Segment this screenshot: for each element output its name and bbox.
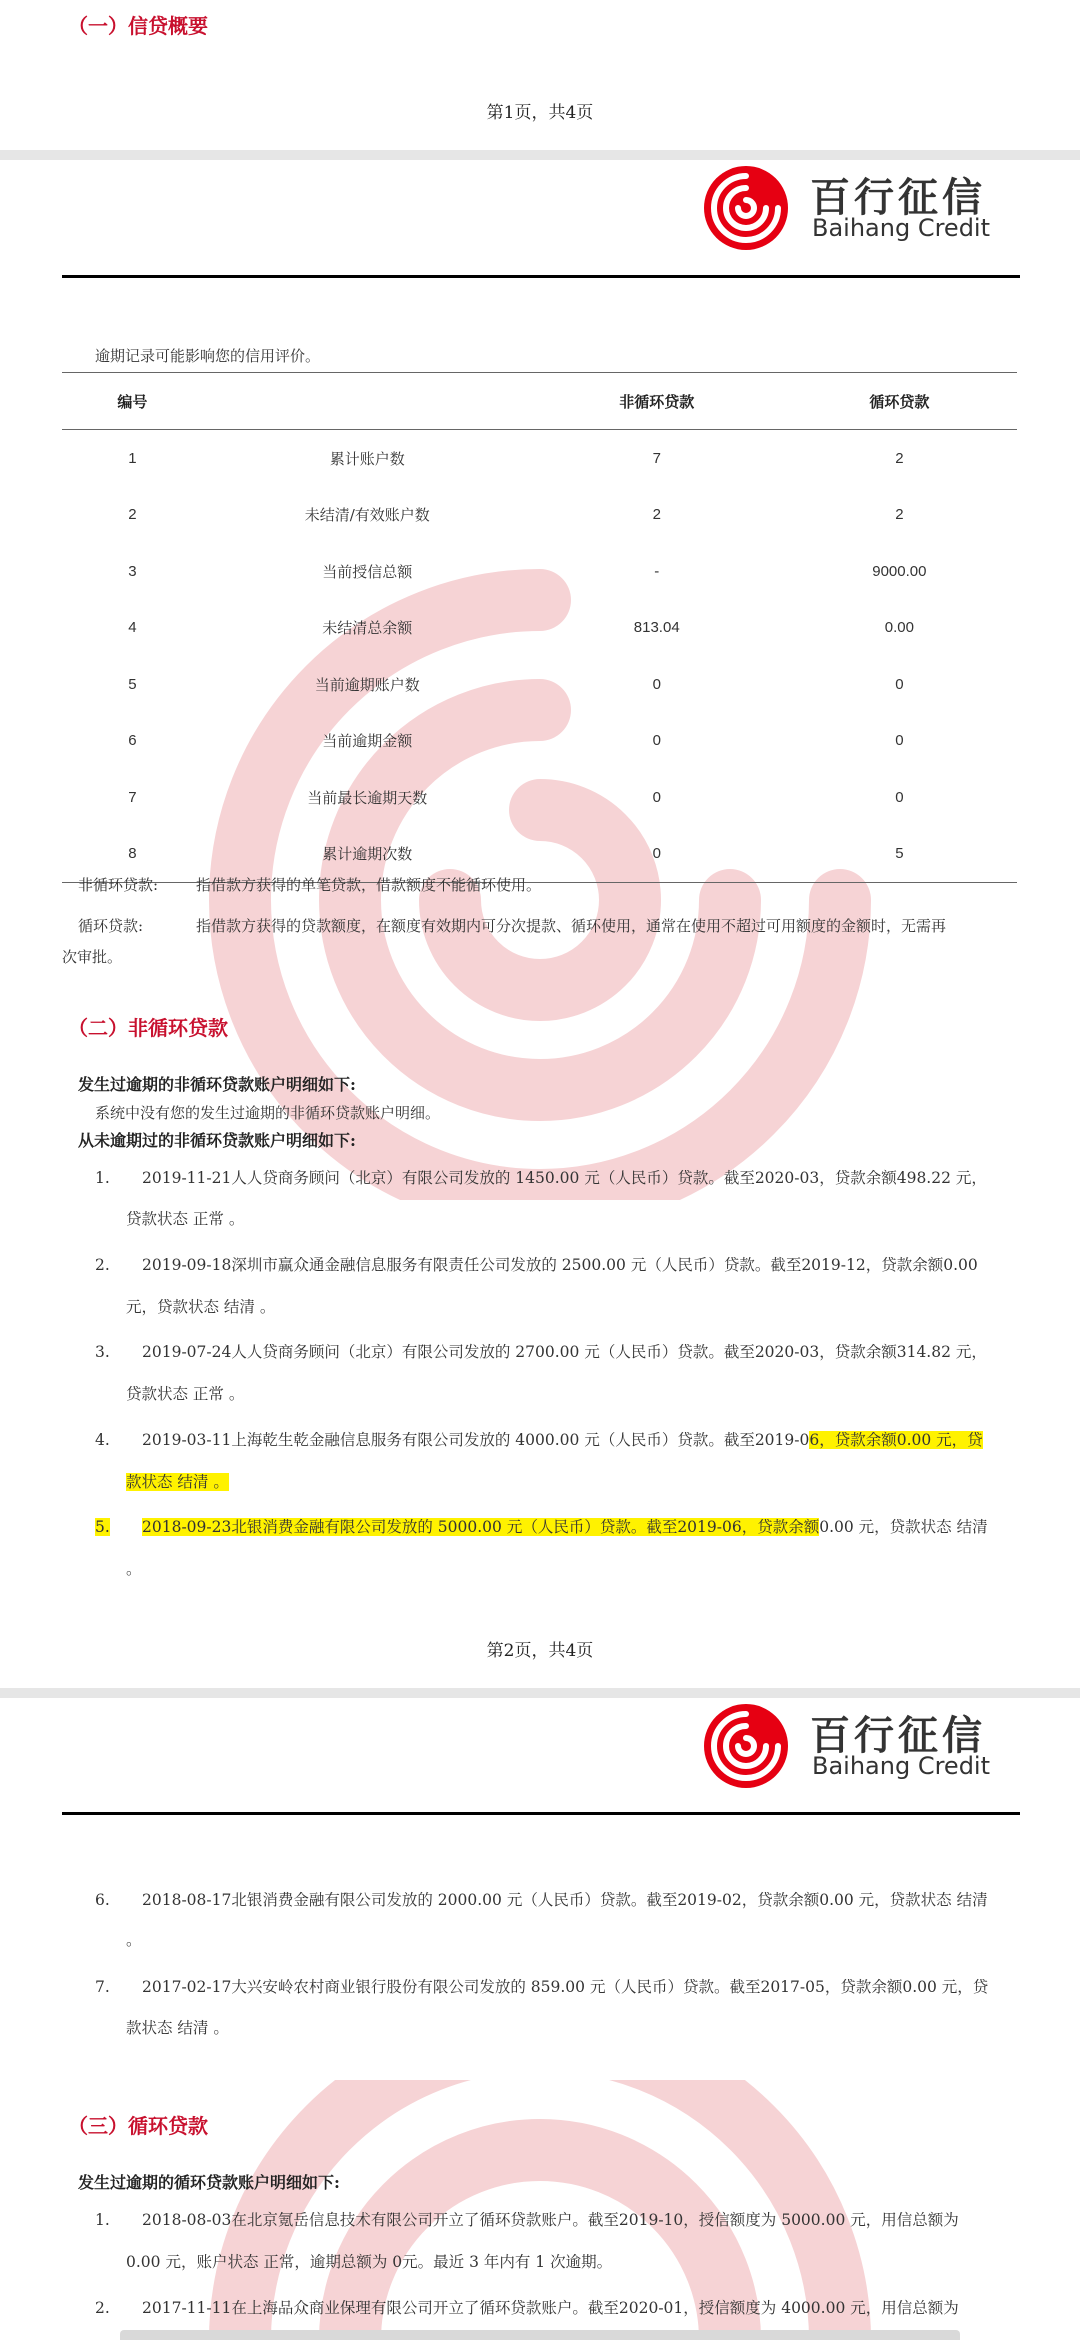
overdue-revolving-title: 发生过逾期的循环贷款账户明细如下: [78, 2173, 340, 2192]
table-row [62, 487, 1017, 544]
section-heading-credit-summary: （一）信贷概要 [68, 14, 208, 38]
col-header-no: 编号 [117, 392, 148, 411]
baihang-logo [700, 162, 990, 262]
row-revolving: 0 [895, 788, 904, 806]
row-revolving: 0 [895, 675, 904, 693]
list-item: 2018-08-17北银消费金融有限公司发放的 2000.00 元（人民币）贷款。截至2019-02，贷款余额0.00 元，贷款状态 结清 [142, 1891, 988, 1909]
row-revolving: 5 [895, 845, 904, 863]
intro-text: 逾期记录可能影响您的信用评价。 [95, 347, 321, 365]
row-revolving: 0.00 [884, 619, 914, 637]
list-item-number: 2. [95, 1256, 110, 1274]
row-label: 累计逾期次数 [322, 845, 413, 864]
highlighted-text: 款状态 结清 。 [126, 1473, 229, 1491]
row-revolving: 2 [895, 506, 904, 524]
list-item-number: 1. [95, 1169, 110, 1187]
overdue-nonrevolving-empty: 系统中没有您的发生过逾期的非循环贷款账户明细。 [95, 1104, 441, 1122]
section-heading-nonrevolving: （二）非循环贷款 [68, 1016, 228, 1040]
row-no: 7 [128, 788, 137, 806]
list-item [142, 1418, 983, 1462]
header-rule [62, 275, 1020, 278]
note-nonrevolving-term: 非循环贷款: [78, 876, 159, 894]
list-item-number: 2. [95, 2299, 110, 2317]
baihang-logo-icon [700, 162, 792, 254]
page-separator [0, 1688, 1080, 1698]
col-header-label [203, 373, 532, 430]
list-item-cont: 贷款状态 正常 。 [126, 1210, 245, 1228]
table-row [62, 713, 1017, 770]
row-no: 6 [128, 732, 137, 750]
list-item-number: 6. [95, 1891, 110, 1909]
row-label: 累计账户数 [329, 449, 405, 468]
row-label: 当前逾期金额 [322, 732, 413, 751]
table-row [62, 600, 1017, 657]
overdue-nonrevolving-title: 发生过逾期的非循环贷款账户明细如下: [78, 1075, 356, 1094]
row-nonrevolving: 7 [652, 449, 661, 467]
highlighted-text: 6，贷款余额0.00 元，贷 [809, 1431, 983, 1449]
table-row [62, 769, 1017, 826]
row-nonrevolving: 0 [652, 845, 661, 863]
list-item-cont: 贷款状态 正常 。 [126, 1385, 245, 1403]
note-revolving-term: 循环贷款: [78, 917, 144, 935]
list-item-cont: 元，贷款状态 结清 。 [126, 1298, 276, 1316]
row-no: 2 [128, 506, 137, 524]
row-label: 未结清总余额 [322, 619, 413, 638]
highlighted-text: 5. [95, 1518, 110, 1536]
row-revolving: 9000.00 [872, 562, 927, 580]
row-label: 当前最长逾期天数 [307, 788, 428, 807]
row-no: 5 [128, 675, 137, 693]
table-row [62, 430, 1017, 487]
list-item-number: 1. [95, 2211, 110, 2229]
row-nonrevolving: 0 [652, 788, 661, 806]
row-label: 未结清/有效账户数 [304, 506, 430, 525]
logo-text-cn: 百行征信 [810, 175, 986, 221]
list-item-number [95, 1505, 110, 1549]
list-item-cont [126, 1460, 229, 1504]
list-item: 2019-11-21人人贷商务顾问（北京）有限公司发放的 1450.00 元（人民币）贷款。截至2020-03，贷款余额498.22 元， [142, 1169, 987, 1187]
page-separator [0, 150, 1080, 160]
bottom-toolbar[interactable] [120, 2330, 960, 2340]
list-item [142, 1505, 988, 1549]
list-item-cont: 。 [126, 1560, 142, 1578]
row-label: 当前逾期账户数 [314, 675, 420, 694]
list-item-number: 7. [95, 1978, 110, 1996]
list-item: 2018-08-03在北京氪岳信息技术有限公司开立了循环贷款账户。截至2019-10，授信额度为 5000.00 元，用信总额为 [142, 2211, 959, 2229]
list-item: 2017-02-17大兴安岭农村商业银行股份有限公司发放的 859.00 元（人民币）贷款。截至2017-05，贷款余额0.00 元，贷 [142, 1978, 989, 1996]
header-rule [62, 1812, 1020, 1815]
logo-text-en: Baihang Credit [812, 1752, 991, 1780]
list-item-text: 2019-03-11上海乾生乾金融信息服务有限公司发放的 4000.00 元（人民币）贷款。截至2019-0 [142, 1431, 810, 1449]
table-row [62, 543, 1017, 600]
section-heading-revolving: （三）循环贷款 [68, 2114, 208, 2138]
row-revolving: 0 [895, 732, 904, 750]
row-label: 当前授信总额 [322, 562, 413, 581]
list-item: 2019-09-18深圳市赢众通金融信息服务有限责任公司发放的 2500.00 元（人民币）贷款。截至2019-12，贷款余额0.00 [142, 1256, 978, 1274]
table-row [62, 656, 1017, 713]
row-revolving: 2 [895, 449, 904, 467]
list-item: 2017-11-11在上海品众商业保理有限公司开立了循环贷款账户。截至2020-01，授信额度为 4000.00 元，用信总额为 [142, 2299, 959, 2317]
baihang-logo [700, 1700, 990, 1800]
list-item-cont: 。 [126, 1931, 142, 1949]
page-number: 第2页，共4页 [486, 1641, 594, 1661]
note-revolving-def: 指借款方获得的贷款额度，在额度有效期内可分次提款、循环使用，通常在使用不超过可用额度的金额时，无需再 [196, 917, 947, 935]
list-item-text: 0.00 元，贷款状态 结清 [819, 1518, 988, 1536]
logo-text-cn: 百行征信 [810, 1713, 986, 1759]
row-no: 8 [128, 845, 137, 863]
list-item-number: 4. [95, 1431, 110, 1449]
list-item: 2019-07-24人人贷商务顾问（北京）有限公司发放的 2700.00 元（人民币）贷款。截至2020-03，贷款余额314.82 元， [142, 1343, 987, 1361]
col-header-revolving: 循环贷款 [869, 392, 930, 411]
list-item-number: 3. [95, 1343, 110, 1361]
note-revolving-def-cont: 次审批。 [62, 948, 123, 966]
col-header-nonrevolving: 非循环贷款 [619, 392, 695, 411]
row-nonrevolving: 0 [652, 732, 661, 750]
summary-table [62, 372, 1017, 883]
list-item-cont: 0.00 元，账户状态 正常，逾期总额为 0元。最近 3 年内有 1 次逾期。 [126, 2253, 613, 2271]
highlighted-text: 2018-09-23北银消费金融有限公司发放的 5000.00 元（人民币）贷款。截至2019-06，贷款余额 [142, 1518, 820, 1536]
baihang-logo-icon [700, 1700, 792, 1792]
never-overdue-nonrevolving-title: 从未逾期过的非循环贷款账户明细如下: [78, 1131, 356, 1150]
row-no: 3 [128, 562, 137, 580]
row-no: 4 [128, 619, 137, 637]
list-item-cont: 款状态 结清 。 [126, 2019, 229, 2037]
row-nonrevolving: 2 [652, 506, 661, 524]
row-nonrevolving: 813.04 [633, 619, 680, 637]
row-nonrevolving: - [654, 562, 660, 580]
row-no: 1 [128, 449, 137, 467]
note-nonrevolving-def: 指借款方获得的单笔贷款，借款额度不能循环使用。 [196, 876, 542, 894]
page-number: 第1页，共4页 [486, 103, 594, 123]
logo-text-en: Baihang Credit [812, 214, 991, 242]
row-nonrevolving: 0 [652, 675, 661, 693]
